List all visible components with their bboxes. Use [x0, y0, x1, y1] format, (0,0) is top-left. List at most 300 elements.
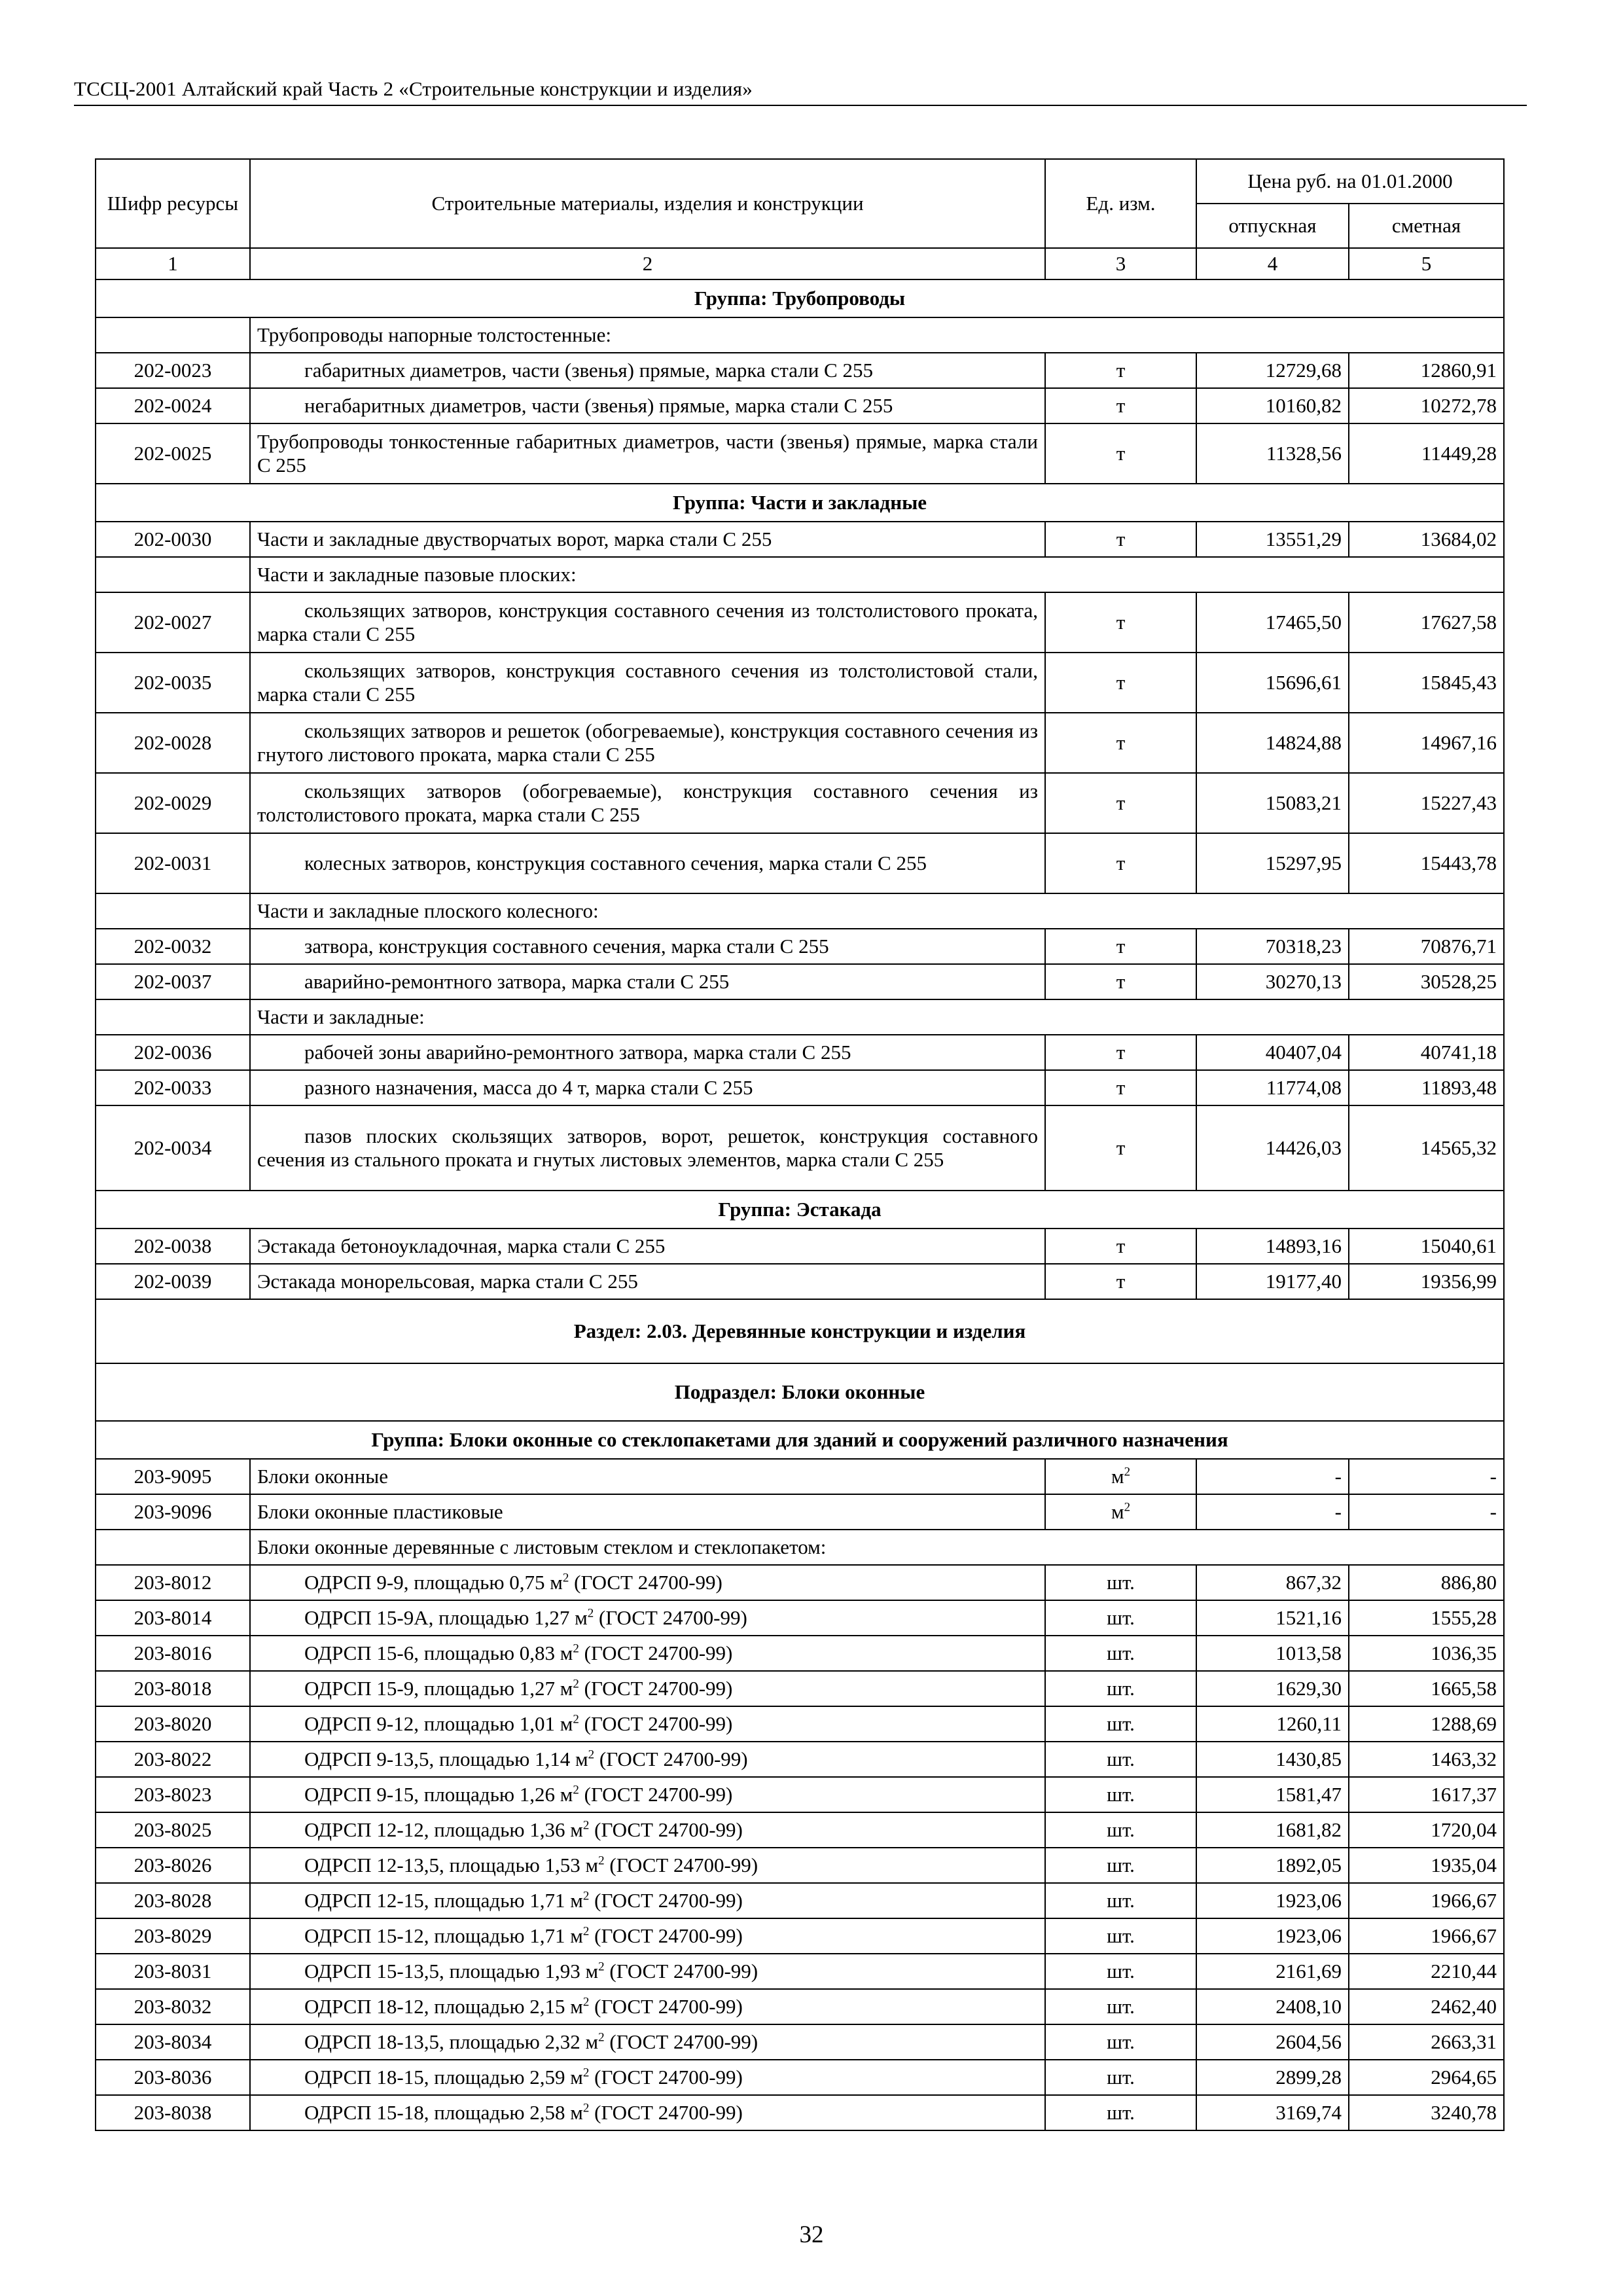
resource-code: 202-0039	[96, 1264, 250, 1299]
subgroup-row	[96, 557, 1504, 592]
column-header-price: Цена руб. на 01.01.2000	[1196, 159, 1504, 204]
item-name-superscript: 2	[598, 2030, 605, 2045]
estimate-price: 1665,58	[1349, 1671, 1504, 1706]
release-price: 12729,68	[1196, 353, 1349, 388]
item-name-tail: (ГОСТ 24700-99)	[589, 1924, 743, 1947]
unit-text: шт.	[1107, 1889, 1135, 1912]
table-row	[96, 1954, 1504, 1989]
table-row	[96, 353, 1504, 388]
unit-of-measure	[1045, 2024, 1196, 2060]
resource-code: 202-0024	[96, 388, 250, 423]
unit-text: шт.	[1107, 1677, 1135, 1700]
table-row	[96, 1848, 1504, 1883]
subgroup-row	[96, 999, 1504, 1035]
item-name-superscript: 2	[582, 1889, 590, 1903]
resource-code: 203-8032	[96, 1989, 250, 2024]
item-name-text: Блоки оконные пластиковые	[257, 1500, 503, 1523]
item-name	[250, 1671, 1045, 1706]
resource-code: 203-8026	[96, 1848, 250, 1883]
column-header-name: Строительные материалы, изделия и конструкции	[250, 159, 1045, 248]
resource-code: 203-9095	[96, 1459, 250, 1494]
resource-code: 203-8038	[96, 2095, 250, 2130]
unit-of-measure	[1045, 1671, 1196, 1706]
item-name-tail: (ГОСТ 24700-99)	[589, 1818, 743, 1841]
estimate-price: 13684,02	[1349, 522, 1504, 557]
resource-code: 203-8020	[96, 1706, 250, 1742]
unit-of-measure	[1045, 423, 1196, 484]
estimate-price: 2462,40	[1349, 1989, 1504, 2024]
unit-text: м	[1111, 1465, 1124, 1488]
unit-of-measure	[1045, 1459, 1196, 1494]
table-row	[96, 2060, 1504, 2095]
column-header-estimate-price: сметная	[1349, 204, 1504, 248]
item-name-text: Эстакада монорельсовая, марка стали С 255	[257, 1270, 638, 1293]
item-name-text: рабочей зоны аварийно-ремонтного затвора, марка стали С 255	[304, 1041, 851, 1064]
item-name-text: затвора, конструкция составного сечения, марка стали С 255	[304, 935, 829, 958]
unit-text: шт.	[1107, 1606, 1135, 1629]
table-row	[96, 1600, 1504, 1636]
item-name	[250, 713, 1045, 773]
unit-text: т	[1116, 442, 1126, 465]
item-name-text: разного назначения, масса до 4 т, марка стали С 255	[304, 1076, 753, 1099]
item-name-superscript: 2	[573, 1783, 579, 1797]
item-name	[250, 929, 1045, 964]
item-name-superscript: 2	[587, 1606, 594, 1621]
table-row	[96, 1459, 1504, 1494]
item-name-tail: (ГОСТ 24700-99)	[589, 2066, 743, 2089]
estimate-price: 17627,58	[1349, 592, 1504, 653]
estimate-price: 1617,37	[1349, 1777, 1504, 1812]
release-price: 70318,23	[1196, 929, 1349, 964]
item-name-text: ОДРСП 18-13,5, площадью 2,32 м	[304, 2030, 599, 2053]
unit-text: т	[1116, 791, 1126, 814]
item-name-superscript: 2	[582, 1924, 590, 1939]
item-name-text: скользящих затворов и решеток (обогреваемые), конструкция составного сечения из гнутого листового проката, марка стали С 255	[257, 719, 1038, 766]
release-price: 1923,06	[1196, 1883, 1349, 1918]
empty-cell	[96, 893, 250, 929]
item-name	[250, 353, 1045, 388]
unit-text: шт.	[1107, 1641, 1135, 1664]
unit-of-measure	[1045, 2060, 1196, 2095]
column-number: 3	[1045, 248, 1196, 279]
group-heading: Группа: Трубопроводы	[96, 279, 1504, 317]
unit-text: т	[1116, 671, 1126, 694]
unit-text: шт.	[1107, 1748, 1135, 1770]
item-name-text: ОДРСП 15-12, площадью 1,71 м	[304, 1924, 583, 1947]
release-price: 1923,06	[1196, 1918, 1349, 1954]
item-name-tail: (ГОСТ 24700-99)	[594, 1748, 748, 1770]
column-header-release-price: отпускная	[1196, 204, 1349, 248]
subgroup-label: Части и закладные:	[250, 999, 1504, 1035]
release-price: 11328,56	[1196, 423, 1349, 484]
estimate-price: 3240,78	[1349, 2095, 1504, 2130]
unit-superscript: 2	[1124, 1465, 1131, 1479]
estimate-price: 1555,28	[1349, 1600, 1504, 1636]
group-heading-row	[96, 279, 1504, 317]
item-name-text: скользящих затворов, конструкция составного сечения из толстолистовой стали, марка стали С 255	[257, 659, 1038, 706]
item-name-superscript: 2	[582, 2066, 590, 2080]
unit-of-measure	[1045, 1742, 1196, 1777]
release-price: 3169,74	[1196, 2095, 1349, 2130]
item-name-text: габаритных диаметров, части (звенья) прямые, марка стали С 255	[304, 359, 873, 382]
section-heading: Раздел: 2.03. Деревянные конструкции и изделия	[96, 1299, 1504, 1363]
release-price: 15696,61	[1196, 653, 1349, 713]
table-row	[96, 1812, 1504, 1848]
table-row	[96, 1229, 1504, 1264]
item-name-text: ОДРСП 12-15, площадью 1,71 м	[304, 1889, 583, 1912]
table-row	[96, 1671, 1504, 1706]
item-name-tail: (ГОСТ 24700-99)	[594, 1606, 747, 1629]
resource-code: 203-8034	[96, 2024, 250, 2060]
table-row	[96, 1989, 1504, 2024]
release-price: -	[1196, 1494, 1349, 1530]
unit-of-measure	[1045, 833, 1196, 893]
item-name-text: ОДРСП 15-13,5, площадью 1,93 м	[304, 1960, 599, 1982]
release-price: 1681,82	[1196, 1812, 1349, 1848]
release-price: 40407,04	[1196, 1035, 1349, 1070]
item-name-text: ОДРСП 9-9, площадью 0,75 м	[304, 1571, 563, 1594]
unit-text: шт.	[1107, 1960, 1135, 1982]
unit-text: т	[1116, 1234, 1126, 1257]
table-row	[96, 1636, 1504, 1671]
item-name-tail: (ГОСТ 24700-99)	[579, 1712, 733, 1735]
item-name-text: негабаритных диаметров, части (звенья) прямые, марка стали С 255	[304, 394, 893, 417]
item-name-superscript: 2	[582, 2101, 590, 2115]
subgroup-label: Части и закладные плоского колесного:	[250, 893, 1504, 929]
resource-code: 202-0038	[96, 1229, 250, 1264]
item-name-superscript: 2	[582, 1995, 590, 2009]
table-row	[96, 1918, 1504, 1954]
item-name-superscript: 2	[598, 1960, 605, 1974]
estimate-price: 1966,67	[1349, 1883, 1504, 1918]
unit-of-measure	[1045, 929, 1196, 964]
item-name-text: Блоки оконные	[257, 1465, 389, 1488]
estimate-price: 70876,71	[1349, 929, 1504, 964]
unit-of-measure	[1045, 1954, 1196, 1989]
estimate-price: 12860,91	[1349, 353, 1504, 388]
item-name	[250, 964, 1045, 999]
item-name-text: ОДРСП 15-9А, площадью 1,27 м	[304, 1606, 588, 1629]
unit-text: т	[1116, 935, 1126, 958]
unit-text: шт.	[1107, 2030, 1135, 2053]
unit-of-measure	[1045, 388, 1196, 423]
unit-text: т	[1116, 731, 1126, 754]
table-row	[96, 522, 1504, 557]
subsection-heading-row	[96, 1363, 1504, 1421]
resource-code: 202-0031	[96, 833, 250, 893]
release-price: 1430,85	[1196, 1742, 1349, 1777]
item-name-superscript: 2	[598, 1854, 605, 1868]
unit-of-measure	[1045, 2095, 1196, 2130]
item-name-superscript: 2	[573, 1641, 579, 1656]
estimate-price: 40741,18	[1349, 1035, 1504, 1070]
item-name-tail: (ГОСТ 24700-99)	[579, 1641, 733, 1664]
subgroup-row	[96, 317, 1504, 353]
table-row	[96, 1105, 1504, 1191]
table-row	[96, 1883, 1504, 1918]
resource-code: 202-0029	[96, 773, 250, 833]
item-name-text: ОДРСП 9-13,5, площадью 1,14 м	[304, 1748, 588, 1770]
item-name	[250, 1883, 1045, 1918]
subgroup-row	[96, 1530, 1504, 1565]
release-price: 1521,16	[1196, 1600, 1349, 1636]
item-name	[250, 1264, 1045, 1299]
resource-code: 203-8029	[96, 1918, 250, 1954]
item-name	[250, 1035, 1045, 1070]
unit-of-measure	[1045, 353, 1196, 388]
item-name-tail: (ГОСТ 24700-99)	[579, 1677, 733, 1700]
unit-of-measure	[1045, 964, 1196, 999]
item-name	[250, 1229, 1045, 1264]
item-name	[250, 388, 1045, 423]
unit-of-measure	[1045, 653, 1196, 713]
item-name-text: ОДРСП 9-12, площадью 1,01 м	[304, 1712, 573, 1735]
item-name	[250, 1777, 1045, 1812]
empty-cell	[96, 1530, 250, 1565]
unit-of-measure	[1045, 1264, 1196, 1299]
resource-code: 203-8036	[96, 2060, 250, 2095]
estimate-price: 10272,78	[1349, 388, 1504, 423]
resource-code: 203-8018	[96, 1671, 250, 1706]
unit-text: т	[1116, 611, 1126, 634]
estimate-price: 15443,78	[1349, 833, 1504, 893]
header-divider	[74, 105, 1527, 106]
empty-cell	[96, 557, 250, 592]
item-name-text: колесных затворов, конструкция составного сечения, марка стали С 255	[304, 852, 927, 874]
item-name	[250, 1565, 1045, 1600]
resource-code: 202-0030	[96, 522, 250, 557]
table-row	[96, 964, 1504, 999]
estimate-price: 15040,61	[1349, 1229, 1504, 1264]
table-row	[96, 2024, 1504, 2060]
estimate-price: 886,80	[1349, 1565, 1504, 1600]
group-heading-row	[96, 1191, 1504, 1229]
unit-of-measure	[1045, 1600, 1196, 1636]
item-name	[250, 1918, 1045, 1954]
item-name	[250, 423, 1045, 484]
item-name-text: пазов плоских скользящих затворов, ворот, решеток, конструкция составного сечения из стального проката и гнутых листовых элементов, марка стали С 255	[257, 1124, 1038, 1171]
release-price: 2161,69	[1196, 1954, 1349, 1989]
item-name-superscript: 2	[573, 1712, 579, 1727]
item-name-tail: (ГОСТ 24700-99)	[569, 1571, 722, 1594]
resource-code: 203-8022	[96, 1742, 250, 1777]
item-name	[250, 773, 1045, 833]
table-row	[96, 1706, 1504, 1742]
item-name-text: скользящих затворов, конструкция составного сечения из толстолистового проката, марка стали С 255	[257, 599, 1038, 645]
table-row	[96, 1035, 1504, 1070]
unit-of-measure	[1045, 1918, 1196, 1954]
unit-text: шт.	[1107, 2066, 1135, 2089]
empty-cell	[96, 999, 250, 1035]
estimate-price: 30528,25	[1349, 964, 1504, 999]
unit-text: т	[1116, 1136, 1126, 1159]
group-heading-row	[96, 1421, 1504, 1459]
table-row	[96, 833, 1504, 893]
item-name-tail: (ГОСТ 24700-99)	[604, 2030, 758, 2053]
subgroup-row	[96, 893, 1504, 929]
release-price: 13551,29	[1196, 522, 1349, 557]
unit-of-measure	[1045, 1105, 1196, 1191]
item-name	[250, 833, 1045, 893]
item-name	[250, 1706, 1045, 1742]
unit-of-measure	[1045, 1035, 1196, 1070]
item-name-superscript: 2	[588, 1748, 595, 1762]
release-price: 1581,47	[1196, 1777, 1349, 1812]
column-header-code: Шифр ресурсы	[96, 159, 250, 248]
item-name-superscript: 2	[582, 1818, 590, 1833]
estimate-price: 2964,65	[1349, 2060, 1504, 2095]
estimate-price: 15845,43	[1349, 653, 1504, 713]
resource-code: 202-0025	[96, 423, 250, 484]
item-name	[250, 1070, 1045, 1105]
table-row	[96, 1777, 1504, 1812]
item-name-text: ОДРСП 15-18, площадью 2,58 м	[304, 2101, 583, 2124]
empty-cell	[96, 317, 250, 353]
unit-of-measure	[1045, 592, 1196, 653]
item-name-text: ОДРСП 12-12, площадью 1,36 м	[304, 1818, 583, 1841]
subgroup-label: Трубопроводы напорные толстостенные:	[250, 317, 1504, 353]
item-name-text: скользящих затворов (обогреваемые), конструкция составного сечения из толстолистового проката, марка стали С 255	[257, 780, 1038, 826]
item-name-tail: (ГОСТ 24700-99)	[589, 2101, 743, 2124]
item-name-tail: (ГОСТ 24700-99)	[604, 1854, 758, 1876]
table-row	[96, 1264, 1504, 1299]
unit-text: шт.	[1107, 1712, 1135, 1735]
resource-code: 203-8012	[96, 1565, 250, 1600]
table-row	[96, 773, 1504, 833]
release-price: 14426,03	[1196, 1105, 1349, 1191]
unit-of-measure	[1045, 522, 1196, 557]
resource-code: 203-9096	[96, 1494, 250, 1530]
resource-code: 203-8025	[96, 1812, 250, 1848]
table-row	[96, 388, 1504, 423]
unit-of-measure	[1045, 1989, 1196, 2024]
item-name-text: Части и закладные двустворчатых ворот, марка стали С 255	[257, 528, 772, 550]
release-price: 2604,56	[1196, 2024, 1349, 2060]
estimate-price: 1966,67	[1349, 1918, 1504, 1954]
estimate-price: 15227,43	[1349, 773, 1504, 833]
release-price: 11774,08	[1196, 1070, 1349, 1105]
item-name	[250, 1989, 1045, 2024]
price-table-body	[96, 279, 1504, 2130]
item-name-tail: (ГОСТ 24700-99)	[589, 1995, 743, 2018]
estimate-price: 11449,28	[1349, 423, 1504, 484]
group-heading-row	[96, 484, 1504, 522]
item-name-tail: (ГОСТ 24700-99)	[604, 1960, 758, 1982]
unit-text: т	[1116, 1076, 1126, 1099]
subgroup-label: Части и закладные пазовые плоских:	[250, 557, 1504, 592]
item-name-text: ОДРСП 15-9, площадью 1,27 м	[304, 1677, 573, 1700]
estimate-price: 14565,32	[1349, 1105, 1504, 1191]
table-row	[96, 653, 1504, 713]
table-row	[96, 1565, 1504, 1600]
item-name	[250, 1742, 1045, 1777]
item-name	[250, 1105, 1045, 1191]
item-name	[250, 1494, 1045, 1530]
release-price: 10160,82	[1196, 388, 1349, 423]
unit-of-measure	[1045, 1070, 1196, 1105]
estimate-price: -	[1349, 1494, 1504, 1530]
item-name	[250, 2095, 1045, 2130]
estimate-price: 2663,31	[1349, 2024, 1504, 2060]
unit-text: м	[1111, 1500, 1124, 1523]
item-name-text: ОДРСП 12-13,5, площадью 1,53 м	[304, 1854, 599, 1876]
release-price: 2899,28	[1196, 2060, 1349, 2095]
unit-text: шт.	[1107, 1571, 1135, 1594]
release-price: 30270,13	[1196, 964, 1349, 999]
item-name	[250, 1812, 1045, 1848]
item-name-text: ОДРСП 18-12, площадью 2,15 м	[304, 1995, 583, 2018]
estimate-price: 1463,32	[1349, 1742, 1504, 1777]
unit-of-measure	[1045, 1883, 1196, 1918]
table-row	[96, 423, 1504, 484]
release-price: 1629,30	[1196, 1671, 1349, 1706]
estimate-price: 2210,44	[1349, 1954, 1504, 1989]
estimate-price: -	[1349, 1459, 1504, 1494]
item-name-text: ОДРСП 9-15, площадью 1,26 м	[304, 1783, 573, 1806]
unit-text: шт.	[1107, 1854, 1135, 1876]
resource-code: 202-0034	[96, 1105, 250, 1191]
group-heading: Группа: Эстакада	[96, 1191, 1504, 1229]
item-name	[250, 592, 1045, 653]
unit-of-measure	[1045, 1565, 1196, 1600]
item-name	[250, 1636, 1045, 1671]
unit-of-measure	[1045, 1229, 1196, 1264]
table-row	[96, 713, 1504, 773]
unit-superscript: 2	[1124, 1500, 1131, 1515]
unit-of-measure	[1045, 1812, 1196, 1848]
unit-text: т	[1116, 970, 1126, 993]
section-heading-row	[96, 1299, 1504, 1363]
resource-code: 202-0037	[96, 964, 250, 999]
resource-code: 203-8031	[96, 1954, 250, 1989]
group-heading: Группа: Блоки оконные со стеклопакетами для зданий и сооружений различного назначения	[96, 1421, 1504, 1459]
unit-text: т	[1116, 1041, 1126, 1064]
resource-code: 203-8028	[96, 1883, 250, 1918]
item-name	[250, 1848, 1045, 1883]
item-name	[250, 1954, 1045, 1989]
table-row	[96, 2095, 1504, 2130]
unit-text: т	[1116, 852, 1126, 874]
document-header-title: ТССЦ-2001 Алтайский край Часть 2 «Строительные конструкции и изделия»	[74, 77, 753, 100]
estimate-price: 1720,04	[1349, 1812, 1504, 1848]
release-price: -	[1196, 1459, 1349, 1494]
release-price: 14824,88	[1196, 713, 1349, 773]
item-name	[250, 653, 1045, 713]
resource-code: 202-0036	[96, 1035, 250, 1070]
release-price: 19177,40	[1196, 1264, 1349, 1299]
item-name	[250, 1459, 1045, 1494]
item-name-text: ОДРСП 18-15, площадью 2,59 м	[304, 2066, 583, 2089]
release-price: 1260,11	[1196, 1706, 1349, 1742]
unit-of-measure	[1045, 1777, 1196, 1812]
subgroup-label: Блоки оконные деревянные с листовым стеклом и стеклопакетом:	[250, 1530, 1504, 1565]
resource-code: 202-0023	[96, 353, 250, 388]
column-number: 2	[250, 248, 1045, 279]
release-price: 1013,58	[1196, 1636, 1349, 1671]
unit-text: шт.	[1107, 1783, 1135, 1806]
item-name-text: Трубопроводы тонкостенные габаритных диаметров, части (звенья) прямые, марка стали С 255	[257, 430, 1038, 476]
unit-of-measure	[1045, 1636, 1196, 1671]
group-heading: Группа: Части и закладные	[96, 484, 1504, 522]
release-price: 17465,50	[1196, 592, 1349, 653]
item-name-superscript: 2	[573, 1677, 579, 1691]
item-name-superscript: 2	[562, 1571, 569, 1585]
item-name-text: аварийно-ремонтного затвора, марка стали С 255	[304, 970, 730, 993]
price-table	[95, 158, 1505, 2131]
estimate-price: 1935,04	[1349, 1848, 1504, 1883]
unit-of-measure	[1045, 713, 1196, 773]
resource-code: 202-0033	[96, 1070, 250, 1105]
